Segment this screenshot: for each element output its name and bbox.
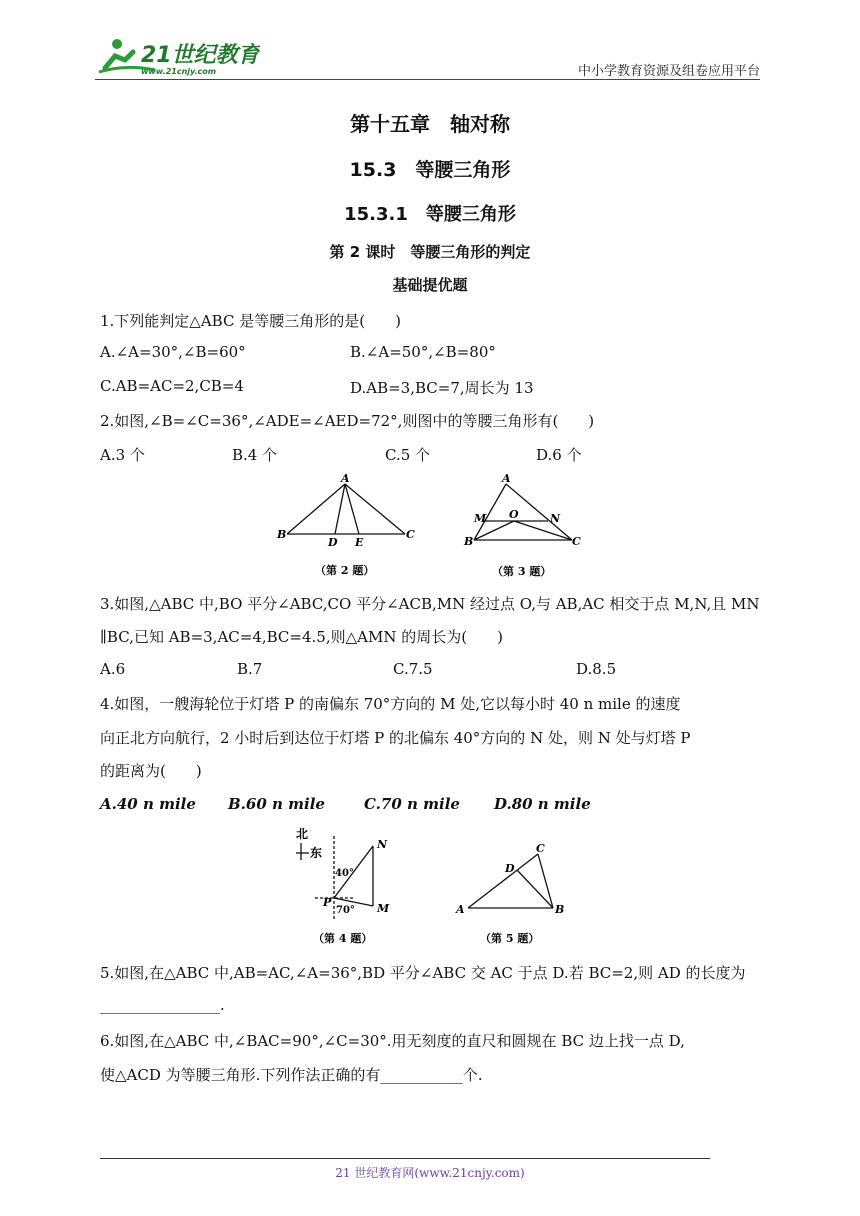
q1-option-c: C.AB=AC=2,CB=4	[100, 377, 244, 395]
fig3-label-n: N	[550, 512, 561, 525]
figure-4	[285, 826, 405, 951]
footer-text: 21 世纪教育网(www.21cnjy.com)	[335, 1166, 525, 1180]
lesson-title: 第 2 课时 等腰三角形的判定	[329, 243, 531, 261]
chapter-title: 第十五章 轴对称	[350, 112, 510, 136]
q4-stem-line2: 向正北方向航行，2 小时后到达位于灯塔 P 的北偏东 40°方向的 N 处，则 N 处与灯塔 P	[100, 729, 691, 747]
fig4-north-label: 北	[296, 827, 309, 841]
fig2-caption: （第 2 题）	[315, 564, 375, 577]
fig5-label-c: C	[536, 842, 545, 855]
section-title: 15.3 等腰三角形	[349, 159, 511, 181]
fig3-label-a: A	[502, 472, 511, 485]
logo-text: 21世纪教育	[141, 43, 260, 68]
q4-stem-line3: 的距离为( )	[100, 762, 202, 780]
q2-option-a: A.3 个	[100, 446, 145, 464]
q3-option-d: D.8.5	[576, 660, 617, 678]
q2-option-d: D.6 个	[536, 446, 582, 464]
q3-option-a: A.6	[100, 660, 126, 678]
fig3-label-o: O	[509, 508, 519, 521]
logo-runner-icon	[95, 34, 260, 78]
q2-stem: 2.如图,∠B=∠C=36°,∠ADE=∠AED=72°,则图中的等腰三角形有( )	[100, 412, 595, 430]
q3-option-b: B.7	[237, 660, 263, 678]
fig2-label-e: E	[355, 536, 364, 549]
q4-stem-line1: 4.如图，一艘海轮位于灯塔 P 的南偏东 70°方向的 M 处,它以每小时 40 n mile 的速度	[100, 695, 681, 713]
fig4-east-label: 东	[310, 846, 323, 860]
fig4-angle-40: 40°	[335, 868, 354, 879]
q1-stem: 1.下列能判定△ABC 是等腰三角形的是( )	[100, 312, 401, 330]
q6-stem-line1: 6.如图,在△ABC 中,∠BAC=90°,∠C=30°.用无刻度的直尺和圆规在 BC 边上找一点 D,	[100, 1032, 685, 1050]
fig4-caption: （第 4 题）	[313, 932, 373, 945]
fig3-label-m: M	[474, 512, 487, 525]
q1-option-d: D.AB=3,BC=7,周长为 13	[350, 379, 534, 397]
fig2-label-b: B	[277, 528, 287, 541]
fig2-label-d: D	[328, 536, 338, 549]
fig2-label-a: A	[341, 472, 350, 485]
q1-option-a: A.∠A=30°,∠B=60°	[100, 343, 246, 361]
q2-option-b: B.4 个	[232, 446, 278, 464]
fig5-label-b: B	[555, 903, 565, 916]
fig4-label-n: N	[377, 838, 388, 851]
fig4-label-p: P	[323, 896, 332, 909]
q2-option-c: C.5 个	[385, 446, 431, 464]
fig5-caption: （第 5 题）	[480, 932, 540, 945]
q4-option-a: A.40 n mile	[100, 795, 196, 813]
figure-3	[462, 472, 592, 582]
q1-option-b: B.∠A=50°,∠B=80°	[350, 343, 496, 361]
logo-url: www.21cnjy.com	[141, 67, 217, 76]
fig4-angle-70: 70°	[336, 905, 355, 916]
q4-option-d: D.80 n mile	[494, 795, 591, 813]
figure-5	[450, 838, 580, 951]
q6-stem-line2: 使△ACD 为等腰三角形.下列作法正确的有___________个.	[100, 1066, 483, 1084]
q3-option-c: C.7.5	[393, 660, 433, 678]
subsection-title: 15.3.1 等腰三角形	[344, 204, 516, 225]
q3-stem-line1: 3.如图,△ABC 中,BO 平分∠ABC,CO 平分∠ACB,MN 经过点 O,与 AB,AC 相交于点 M,N,且 MN	[100, 595, 760, 613]
site-logo	[95, 34, 260, 78]
fig5-label-a: A	[456, 903, 465, 916]
fig3-caption: （第 3 题）	[492, 565, 552, 578]
fig2-label-c: C	[406, 528, 415, 541]
level-title: 基础提优题	[392, 276, 468, 294]
q4-option-c: C.70 n mile	[364, 795, 460, 813]
q4-option-b: B.60 n mile	[228, 795, 325, 813]
header-platform-text: 中小学教育资源及组卷应用平台	[577, 64, 760, 79]
q5-stem: 5.如图,在△ABC 中,AB=AC,∠A=36°,BD 平分∠ABC 交 AC 于点 D.若 BC=2,则 AD 的长度为	[100, 964, 746, 982]
footer-divider	[100, 1158, 710, 1159]
figure-2	[275, 472, 425, 582]
fig4-label-m: M	[377, 902, 390, 915]
fig5-label-d: D	[505, 862, 515, 875]
fig3-label-b: B	[464, 535, 474, 548]
fig3-label-c: C	[572, 535, 581, 548]
q3-stem-line2: ∥BC,已知 AB=3,AC=4,BC=4.5,则△AMN 的周长为( )	[100, 628, 503, 646]
q5-answer-blank: ________________.	[100, 996, 225, 1014]
header-divider	[95, 79, 760, 80]
